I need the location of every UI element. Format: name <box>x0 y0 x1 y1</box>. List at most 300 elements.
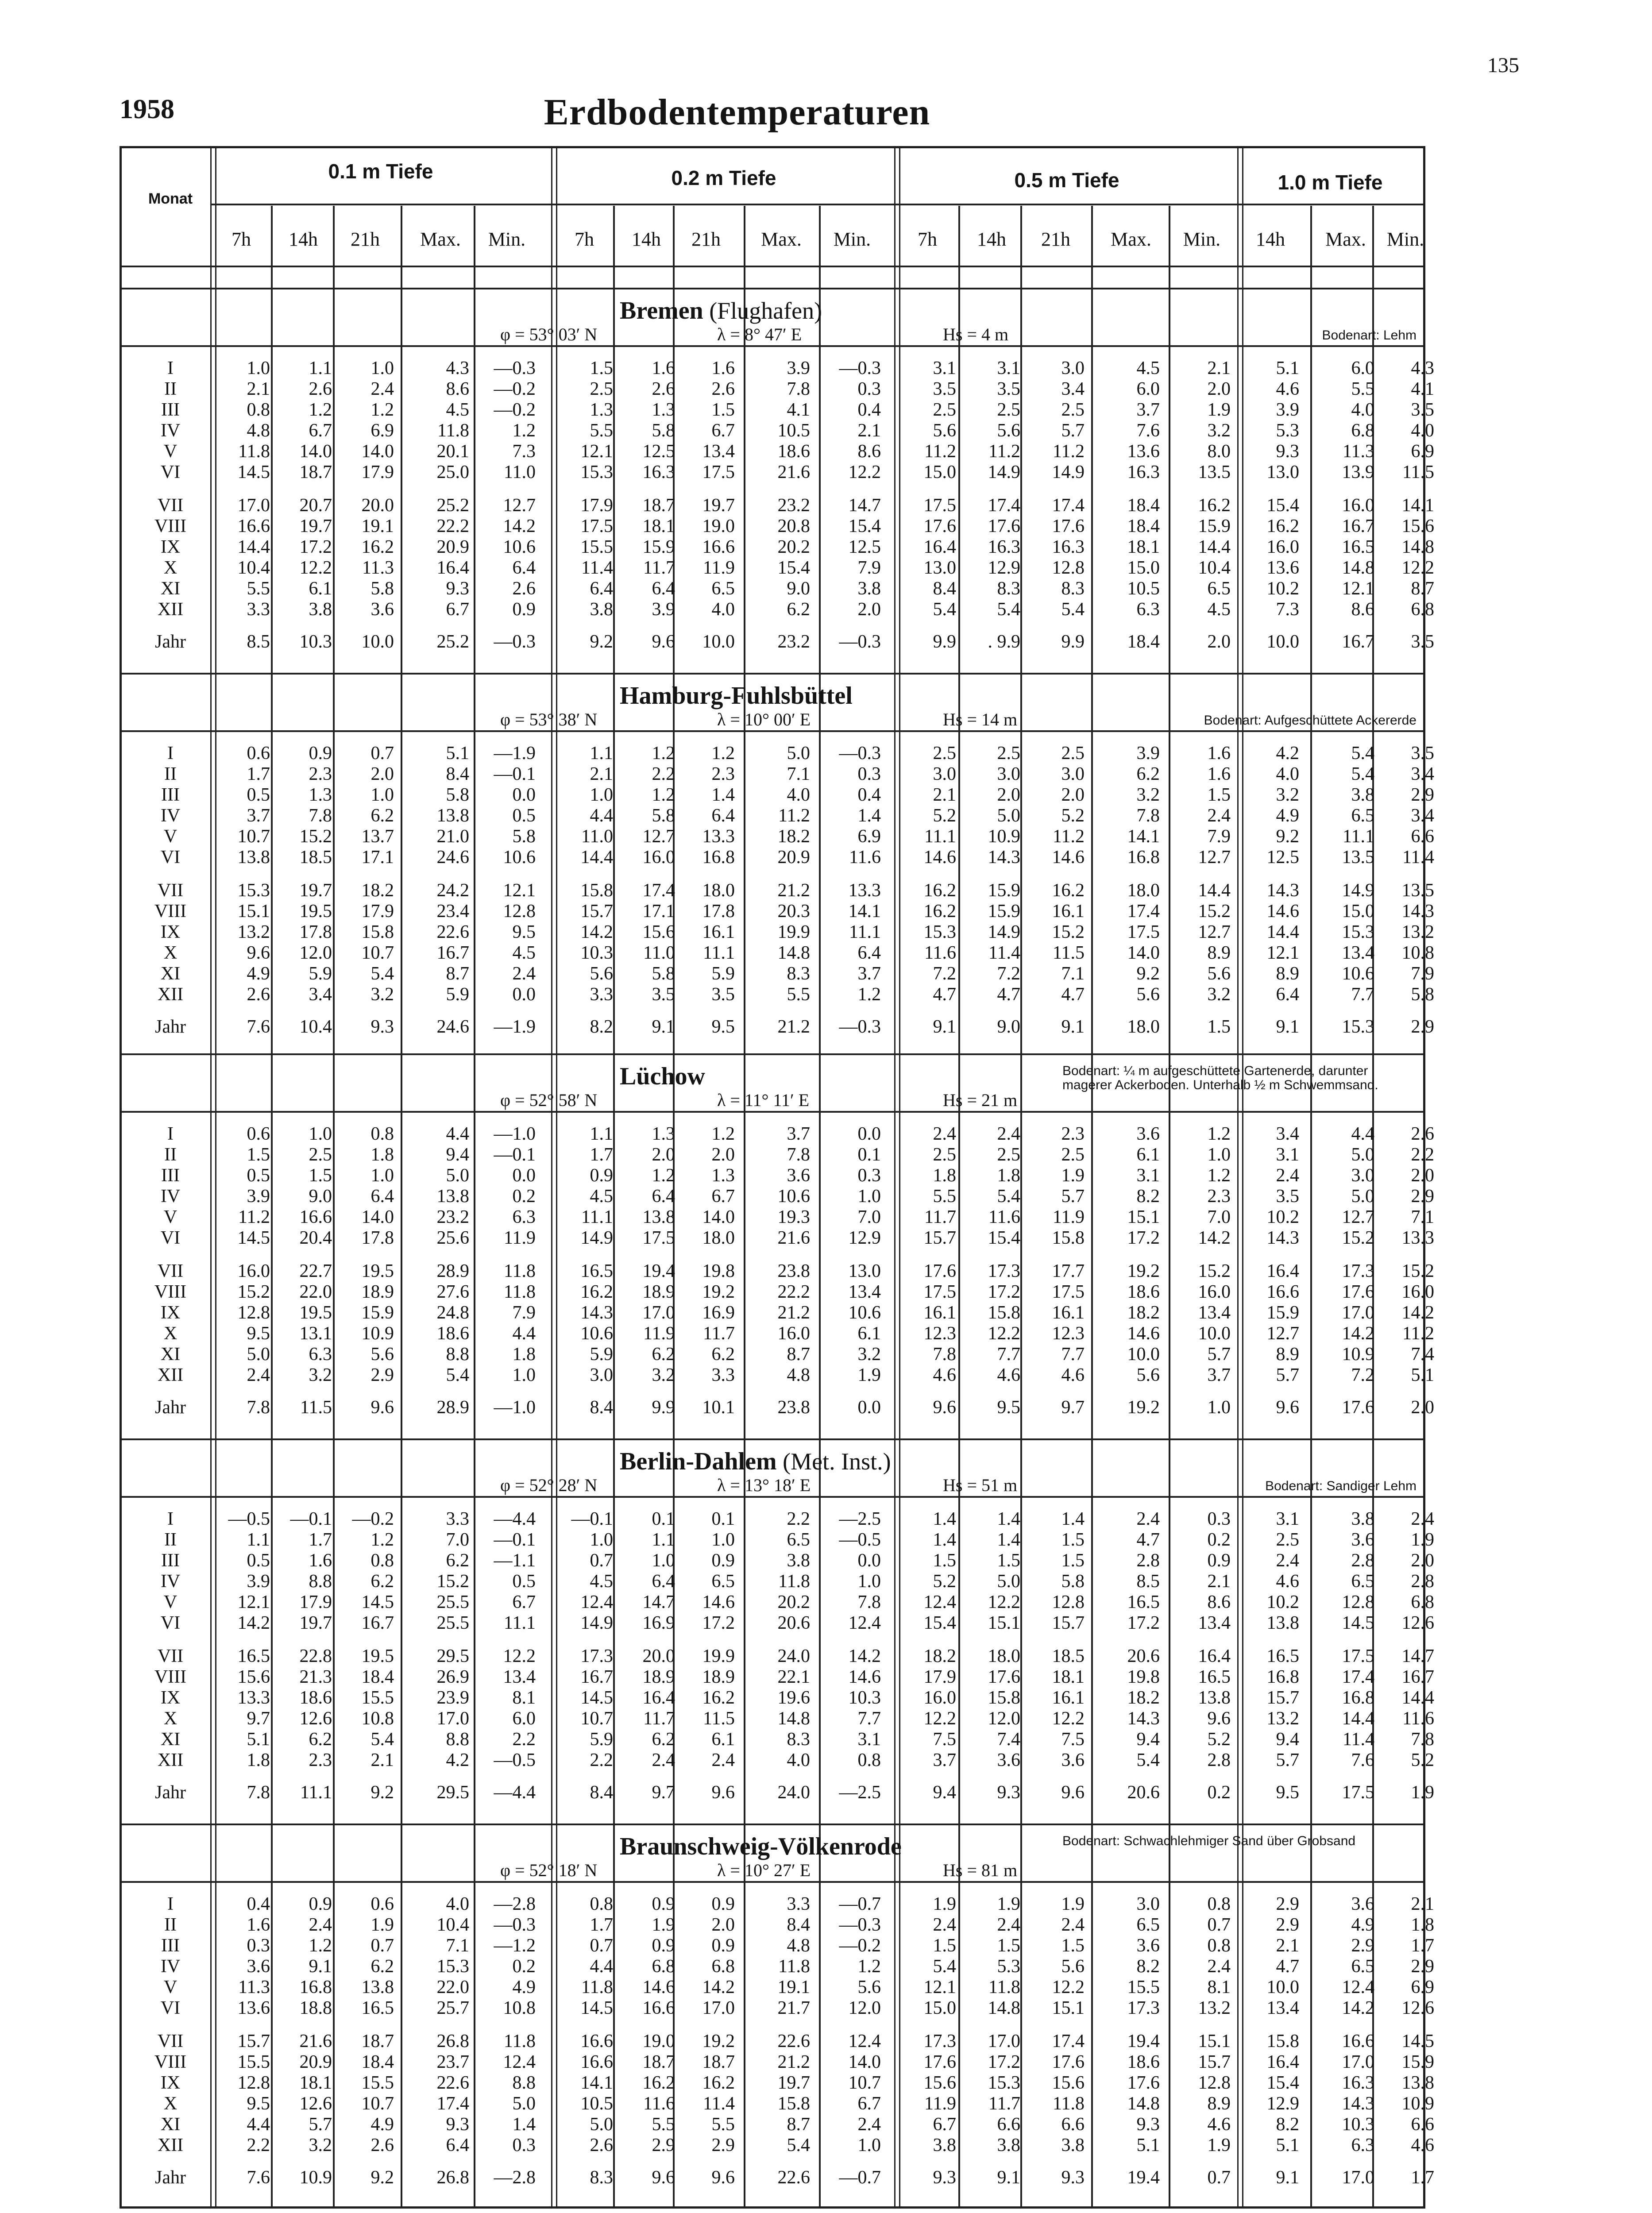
table-cell: 3.7 <box>857 964 881 984</box>
table-cell: 9.3 <box>933 2167 956 2188</box>
table-cell: 17.3 <box>988 1261 1020 1281</box>
table-cell: 13.0 <box>923 558 956 578</box>
table-cell: 2.4 <box>512 964 536 984</box>
table-cell: 8.3 <box>590 2167 613 2188</box>
table-cell: 11.2 <box>238 1207 270 1227</box>
table-cell: 1.0 <box>857 1571 881 1592</box>
table-cell: 17.2 <box>988 1282 1020 1302</box>
table-cell: 18.7 <box>642 2052 675 2072</box>
table-cell: 16.0 <box>1401 1282 1434 1302</box>
table-cell: 9.6 <box>247 943 270 963</box>
table-cell: 1.5 <box>309 1165 332 1186</box>
table-cell: 7.8 <box>787 379 810 399</box>
table-cell: 25.0 <box>436 462 469 482</box>
table-cell: 1.4 <box>1061 1509 1085 1529</box>
table-cell: 14.4 <box>1198 537 1231 557</box>
table-cell: 3.0 <box>1061 764 1085 784</box>
table-cell: 1.4 <box>997 1530 1020 1550</box>
table-cell: 5.9 <box>309 964 332 984</box>
table-cell: 1.9 <box>1061 1894 1085 1914</box>
table-cell: 11.6 <box>849 847 881 867</box>
table-cell: 2.5 <box>309 1145 332 1165</box>
group-header-0-1m: 0.1 m Tiefe <box>328 160 433 183</box>
table-cell: 14.9 <box>1052 462 1085 482</box>
table-cell: 11.0 <box>504 462 536 482</box>
table-cell: 4.9 <box>512 1977 536 1997</box>
table-cell: 15.9 <box>1401 2052 1434 2072</box>
table-cell: 3.6 <box>247 1956 270 1977</box>
grid-hline <box>122 345 1423 347</box>
table-cell: 1.0 <box>590 1530 613 1550</box>
table-cell: 0.3 <box>1207 1509 1231 1529</box>
table-cell: 7.8 <box>1411 1729 1434 1750</box>
table-cell: 19.2 <box>1127 1261 1160 1281</box>
table-cell: 9.3 <box>446 578 469 599</box>
table-row <box>0 1749 1434 1771</box>
table-cell: 1.6 <box>652 358 675 378</box>
table-cell: 10.2 <box>1266 1207 1299 1227</box>
table-cell: 5.8 <box>1411 984 1434 1005</box>
page-number: 135 <box>1487 54 1519 77</box>
table-cell: 15.5 <box>580 537 613 557</box>
table-cell: 14.6 <box>702 1592 735 1612</box>
month-label: VII <box>157 495 184 516</box>
table-cell: 6.4 <box>371 1186 394 1207</box>
table-cell: 18.7 <box>299 462 332 482</box>
grid-hline <box>122 1111 1423 1113</box>
table-cell: 7.9 <box>1207 826 1231 847</box>
table-cell: 17.0 <box>237 495 270 516</box>
table-cell: 11.1 <box>849 922 881 942</box>
table-cell: 15.1 <box>1127 1207 1160 1227</box>
table-cell: 2.0 <box>1207 379 1231 399</box>
table-cell: 2.2 <box>512 1729 536 1750</box>
table-cell: —1.9 <box>494 1017 536 1037</box>
table-cell: 3.9 <box>1136 743 1160 763</box>
table-cell: 2.5 <box>933 400 956 420</box>
table-cell: 7.5 <box>933 1729 956 1750</box>
table-cell: 5.9 <box>590 1344 613 1365</box>
table-cell: 14.1 <box>1401 495 1434 516</box>
table-cell: 3.3 <box>590 984 613 1005</box>
table-cell: 1.2 <box>371 400 394 420</box>
table-cell: 5.6 <box>590 964 613 984</box>
table-cell: 11.5 <box>300 1397 332 1418</box>
table-cell: 19.2 <box>702 2031 735 2051</box>
table-cell: 18.6 <box>1127 2052 1160 2072</box>
table-cell: 21.6 <box>777 462 810 482</box>
table-cell: 16.0 <box>1198 1282 1231 1302</box>
table-cell: 25.7 <box>436 1998 469 2018</box>
table-cell: 12.3 <box>1052 1323 1085 1344</box>
table-cell: 2.4 <box>309 1915 332 1935</box>
table-cell: 1.5 <box>1061 1530 1085 1550</box>
table-cell: 5.7 <box>309 2114 332 2135</box>
table-cell: 16.4 <box>436 558 469 578</box>
table-cell: 2.0 <box>1061 785 1085 805</box>
table-cell: 18.6 <box>436 1323 469 1344</box>
table-cell: 8.5 <box>1136 1571 1160 1592</box>
table-cell: 0.7 <box>371 743 394 763</box>
table-cell: 2.2 <box>247 2135 270 2155</box>
table-cell: 6.1 <box>309 578 332 599</box>
table-cell: 12.4 <box>923 1592 956 1612</box>
table-cell: 20.3 <box>777 901 810 921</box>
table-cell: 8.6 <box>1207 1592 1231 1612</box>
table-cell: 2.4 <box>933 1915 956 1935</box>
table-cell: 4.6 <box>1411 2135 1434 2155</box>
month-label: V <box>163 1977 178 1997</box>
table-cell: 11.3 <box>362 558 394 578</box>
table-cell: 17.0 <box>436 1708 469 1729</box>
table-cell: 24.0 <box>777 1782 810 1803</box>
table-cell: 2.4 <box>933 1124 956 1144</box>
table-cell: 1.8 <box>997 1165 1020 1186</box>
table-cell: 20.9 <box>436 537 469 557</box>
table-cell: 12.5 <box>642 441 675 462</box>
table-cell: 9.1 <box>1276 1017 1299 1037</box>
table-row <box>0 2113 1434 2136</box>
table-row <box>0 461 1434 483</box>
table-cell: 14.0 <box>702 1207 735 1227</box>
table-cell: 15.8 <box>988 1688 1020 1708</box>
table-cell: —0.2 <box>352 1509 394 1529</box>
month-label: IV <box>160 806 181 826</box>
table-cell: 16.9 <box>702 1303 735 1323</box>
table-row <box>0 2134 1434 2156</box>
month-label: VI <box>160 462 181 482</box>
table-cell: 3.0 <box>1136 1894 1160 1914</box>
table-cell: 4.7 <box>997 984 1020 1005</box>
table-cell: 3.6 <box>1136 1124 1160 1144</box>
table-cell: 15.3 <box>436 1956 469 1977</box>
table-cell: 6.6 <box>997 2114 1020 2135</box>
table-cell: 3.2 <box>1207 420 1231 441</box>
station-lat: φ = 53° 38′ N <box>500 709 598 729</box>
table-cell: 8.8 <box>309 1571 332 1592</box>
table-cell: 16.2 <box>702 1688 735 1708</box>
table-cell: 2.5 <box>1276 1530 1299 1550</box>
table-cell: 2.9 <box>1276 1894 1299 1914</box>
table-row <box>0 1364 1434 1386</box>
table-row <box>0 742 1434 764</box>
table-cell: 12.2 <box>1052 1708 1085 1729</box>
grid-hline <box>122 1053 1423 1055</box>
table-cell: 4.6 <box>933 1365 956 1385</box>
table-cell: 2.4 <box>1411 1509 1434 1529</box>
table-cell: 1.5 <box>1207 1017 1231 1037</box>
table-cell: 16.5 <box>1127 1592 1160 1612</box>
table-row <box>0 1016 1434 1038</box>
table-cell: 10.9 <box>988 826 1020 847</box>
table-cell: 1.7 <box>590 1915 613 1935</box>
table-cell: 10.7 <box>848 2073 881 2093</box>
table-cell: 15.8 <box>1052 1228 1085 1248</box>
table-cell: —0.7 <box>839 2167 881 2188</box>
table-cell: 7.8 <box>247 1782 270 1803</box>
table-cell: 15.1 <box>988 1613 1020 1633</box>
table-cell: 7.6 <box>1351 1750 1374 1770</box>
table-cell: 14.2 <box>702 1977 735 1997</box>
group-header-1-0m: 1.0 m Tiefe <box>1278 171 1383 194</box>
table-cell: 2.1 <box>371 1750 394 1770</box>
table-cell: 9.6 <box>371 1397 394 1418</box>
table-cell: 17.4 <box>988 495 1020 516</box>
table-cell: 5.6 <box>1061 1956 1085 1977</box>
month-label: Jahr <box>155 1782 186 1803</box>
table-cell: 17.6 <box>1127 2073 1160 2093</box>
table-row <box>0 378 1434 400</box>
table-cell: 18.5 <box>1052 1646 1085 1666</box>
table-cell: 7.1 <box>787 764 810 784</box>
table-cell: 6.5 <box>787 1530 810 1550</box>
table-cell: 14.5 <box>1342 1613 1374 1633</box>
table-cell: 1.1 <box>309 358 332 378</box>
table-cell: 15.9 <box>642 537 675 557</box>
table-cell: 10.9 <box>1342 1344 1374 1365</box>
table-cell: 10.6 <box>1342 964 1374 984</box>
table-cell: 14.9 <box>580 1613 613 1633</box>
column-header: 21h <box>351 228 380 250</box>
table-cell: 18.9 <box>361 1282 394 1302</box>
table-row <box>0 1612 1434 1634</box>
table-cell: 11.8 <box>437 420 469 441</box>
table-cell: 2.9 <box>371 1365 394 1385</box>
table-cell: 12.8 <box>1342 1592 1374 1612</box>
table-cell: 11.2 <box>988 441 1020 462</box>
table-cell: 2.4 <box>997 1915 1020 1935</box>
table-cell: 1.8 <box>1411 1915 1434 1935</box>
table-cell: 13.7 <box>361 826 394 847</box>
table-cell: 6.1 <box>1136 1145 1160 1165</box>
table-row <box>0 1687 1434 1709</box>
table-cell: 8.7 <box>787 2114 810 2135</box>
table-cell: 16.5 <box>1266 1646 1299 1666</box>
table-cell: 13.2 <box>1266 1708 1299 1729</box>
table-cell: —2.8 <box>494 2167 536 2188</box>
table-cell: 6.9 <box>1411 1977 1434 1997</box>
table-cell: 8.3 <box>1061 578 1085 599</box>
table-cell: 11.7 <box>924 1207 956 1227</box>
table-cell: 2.1 <box>1411 1894 1434 1914</box>
column-header: 7h <box>575 228 594 250</box>
table-cell: 18.7 <box>361 2031 394 2051</box>
table-cell: 14.6 <box>642 1977 675 1997</box>
table-cell: 17.4 <box>1342 1667 1374 1687</box>
station-lon: λ = 11° 11′ E <box>717 1090 810 1110</box>
table-cell: 2.1 <box>590 764 613 784</box>
table-cell: 12.0 <box>848 1998 881 2018</box>
table-cell: 3.2 <box>1136 785 1160 805</box>
table-cell: 0.2 <box>1207 1530 1231 1550</box>
table-cell: 15.4 <box>1266 495 1299 516</box>
column-header: Max. <box>1111 228 1151 250</box>
table-cell: 3.8 <box>1061 2135 1085 2155</box>
month-label: II <box>164 1915 177 1935</box>
table-cell: 13.5 <box>1401 880 1434 901</box>
table-cell: 2.3 <box>711 764 735 784</box>
table-cell: 28.9 <box>436 1261 469 1281</box>
table-cell: 6.8 <box>1351 420 1374 441</box>
table-cell: 4.4 <box>247 2114 270 2135</box>
table-cell: 11.4 <box>1343 1729 1374 1750</box>
table-cell: 13.8 <box>436 1186 469 1207</box>
table-cell: 6.2 <box>371 1956 394 1977</box>
table-cell: 14.2 <box>503 516 536 536</box>
table-row <box>0 1396 1434 1419</box>
table-cell: 1.6 <box>711 358 735 378</box>
table-cell: 18.1 <box>642 516 675 536</box>
table-cell: 3.3 <box>247 599 270 620</box>
table-cell: 14.0 <box>1127 943 1160 963</box>
table-cell: 10.5 <box>580 2093 613 2114</box>
table-cell: 3.0 <box>1351 1165 1374 1186</box>
table-row <box>0 1935 1434 1957</box>
table-cell: 11.2 <box>778 806 810 826</box>
column-header: 21h <box>691 228 721 250</box>
table-cell: 29.5 <box>436 1646 469 1666</box>
table-cell: 8.3 <box>997 578 1020 599</box>
table-cell: 2.4 <box>1276 1550 1299 1571</box>
table-cell: 17.0 <box>1342 1303 1374 1323</box>
station-height: Hs = 21 m <box>943 1090 1018 1110</box>
table-cell: 6.2 <box>371 1571 394 1592</box>
table-cell: 1.5 <box>711 400 735 420</box>
table-cell: 17.6 <box>923 1261 956 1281</box>
table-cell: 15.9 <box>1198 516 1231 536</box>
month-label: IV <box>160 1956 181 1977</box>
table-cell: 3.9 <box>247 1186 270 1207</box>
table-cell: 9.6 <box>711 2167 735 2188</box>
column-header: 14h <box>977 228 1006 250</box>
table-cell: 1.2 <box>857 1956 881 1977</box>
table-cell: 7.7 <box>857 1708 881 1729</box>
table-cell: 10.4 <box>299 1017 332 1037</box>
table-cell: 7.9 <box>1411 964 1434 984</box>
table-cell: 5.8 <box>652 964 675 984</box>
table-cell: 5.4 <box>1136 1750 1160 1770</box>
table-cell: 3.4 <box>1411 806 1434 826</box>
table-cell: 14.2 <box>1342 1323 1374 1344</box>
table-cell: 7.1 <box>1061 964 1085 984</box>
table-cell: 16.3 <box>642 462 675 482</box>
column-header: 14h <box>632 228 661 250</box>
table-cell: 3.2 <box>652 1365 675 1385</box>
table-cell: 0.0 <box>857 1124 881 1144</box>
table-cell: 9.4 <box>446 1145 469 1165</box>
table-cell: 9.1 <box>1276 2167 1299 2188</box>
table-cell: 16.2 <box>580 1282 613 1302</box>
table-cell: 18.2 <box>1127 1303 1160 1323</box>
table-cell: 12.2 <box>988 1323 1020 1344</box>
table-cell: 16.6 <box>642 1998 675 2018</box>
table-cell: 5.4 <box>997 1186 1020 1207</box>
table-cell: 2.6 <box>711 379 735 399</box>
grid-hline <box>122 673 1423 675</box>
table-cell: 11.9 <box>643 1323 675 1344</box>
table-cell: 15.7 <box>580 901 613 921</box>
table-cell: 22.6 <box>777 2167 810 2188</box>
table-cell: 7.2 <box>933 964 956 984</box>
table-cell: 5.4 <box>997 599 1020 620</box>
table-row <box>0 2051 1434 2073</box>
table-cell: 5.3 <box>1276 420 1299 441</box>
month-label: X <box>163 1323 178 1344</box>
table-cell: 1.0 <box>309 1124 332 1144</box>
table-cell: 5.2 <box>1061 806 1085 826</box>
table-cell: 17.2 <box>1127 1613 1160 1633</box>
table-cell: 12.4 <box>1342 1977 1374 1997</box>
table-cell: 4.1 <box>787 400 810 420</box>
table-cell: 7.0 <box>446 1530 469 1550</box>
table-row <box>0 921 1434 943</box>
table-cell: 17.0 <box>642 1303 675 1323</box>
month-label: VI <box>160 847 181 867</box>
table-cell: 0.8 <box>1207 1894 1231 1914</box>
table-cell: 5.6 <box>1136 984 1160 1005</box>
table-cell: 9.3 <box>997 1782 1020 1803</box>
table-row <box>0 825 1434 848</box>
table-cell: 14.4 <box>1342 1708 1374 1729</box>
table-cell: 23.2 <box>777 495 810 516</box>
table-cell: 16.4 <box>1266 2052 1299 2072</box>
table-row <box>0 1708 1434 1730</box>
table-cell: 6.6 <box>1411 826 1434 847</box>
table-cell: 4.5 <box>512 943 536 963</box>
table-cell: 2.9 <box>1351 1935 1374 1956</box>
table-cell: 0.5 <box>512 1571 536 1592</box>
table-cell: 21.2 <box>777 2052 810 2072</box>
table-cell: 6.4 <box>652 1186 675 1207</box>
table-cell: 17.2 <box>1127 1228 1160 1248</box>
table-cell: 0.9 <box>1207 1550 1231 1571</box>
table-cell: 2.1 <box>933 785 956 805</box>
soil-type: Bodenart: Schwachlehmiger Sand über Grobsand <box>1062 1834 1356 1848</box>
table-cell: 9.2 <box>371 1782 394 1803</box>
station-height: Hs = 81 m <box>943 1860 1018 1880</box>
month-label: V <box>163 1592 178 1612</box>
table-cell: 10.4 <box>237 558 270 578</box>
table-cell: 2.4 <box>371 379 394 399</box>
table-cell: 17.5 <box>1342 1646 1374 1666</box>
table-cell: 18.4 <box>1127 495 1160 516</box>
table-cell: 12.2 <box>299 558 332 578</box>
table-cell: 8.7 <box>446 964 469 984</box>
table-cell: 24.6 <box>436 847 469 867</box>
grid-hline <box>122 288 1423 289</box>
table-cell: 10.9 <box>361 1323 394 1344</box>
table-cell: —4.4 <box>494 1782 536 1803</box>
table-cell: 0.8 <box>590 1894 613 1914</box>
column-header: 7h <box>232 228 251 250</box>
table-cell: 13.4 <box>1342 943 1374 963</box>
table-cell: 2.5 <box>997 743 1020 763</box>
table-cell: 1.5 <box>1061 1935 1085 1956</box>
table-cell: 1.7 <box>247 764 270 784</box>
table-cell: 6.2 <box>787 599 810 620</box>
table-cell: 17.6 <box>923 2052 956 2072</box>
month-label: VI <box>160 1998 181 2018</box>
table-cell: 1.9 <box>652 1915 675 1935</box>
table-cell: 18.2 <box>923 1646 956 1666</box>
table-cell: 3.6 <box>1351 1894 1374 1914</box>
table-cell: 16.0 <box>642 847 675 867</box>
table-cell: 5.0 <box>512 2093 536 2114</box>
table-cell: 16.8 <box>1266 1667 1299 1687</box>
table-row <box>0 2167 1434 2189</box>
table-cell: 13.2 <box>1401 922 1434 942</box>
table-cell: 1.9 <box>933 1894 956 1914</box>
